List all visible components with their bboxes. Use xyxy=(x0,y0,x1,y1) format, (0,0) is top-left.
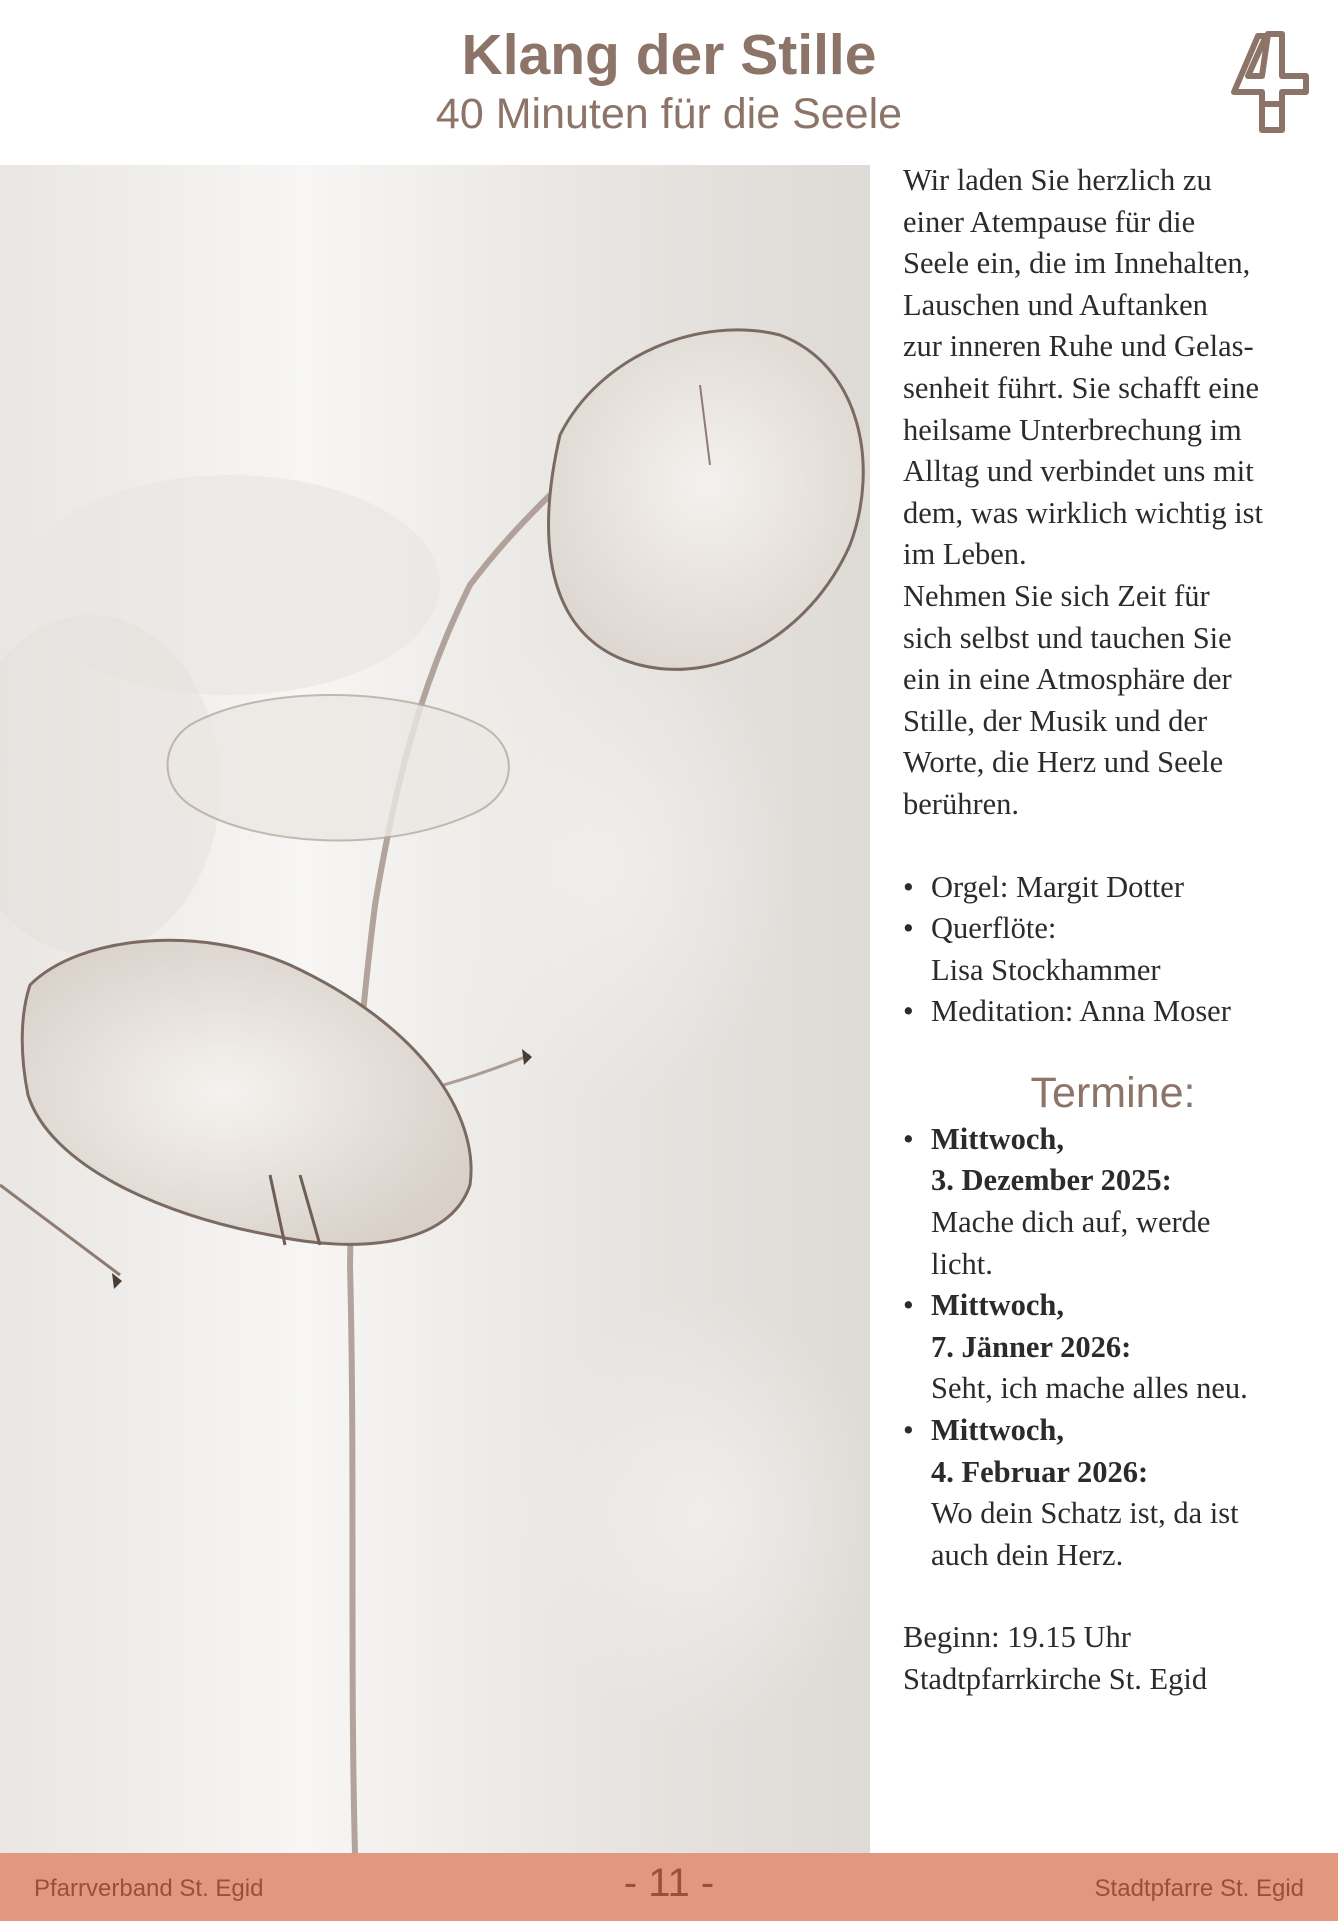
termin-theme: auch dein Herz. xyxy=(931,1537,1124,1572)
page-number: - 11 - xyxy=(623,1861,715,1905)
termin-date: 7. Jänner 2026: xyxy=(931,1329,1132,1364)
list-item xyxy=(903,1410,1323,1576)
intro-line: senheit führt. Sie schafft eine xyxy=(903,370,1260,405)
start-time: Beginn: 19.15 Uhr xyxy=(903,1620,1131,1655)
honesty-plant-photo xyxy=(0,165,870,1853)
intro-line: Nehmen Sie sich Zeit für xyxy=(903,578,1210,613)
list-item xyxy=(903,867,1323,909)
page-title: Klang der Stille xyxy=(461,23,877,87)
termin-theme: Mache dich auf, werde xyxy=(931,1205,1211,1240)
footer-left: Pfarrverband St. Egid xyxy=(34,1875,264,1902)
intro-line: ein in eine Atmosphäre der xyxy=(903,662,1232,697)
event-info xyxy=(903,1617,1323,1700)
termin-day: • Mittwoch, xyxy=(931,1413,1064,1448)
participant-line: Orgel: Margit Dotter xyxy=(931,869,1184,904)
intro-line: heilsame Unterbrechung im xyxy=(903,412,1242,447)
page-header xyxy=(0,0,1338,165)
intro-line: Alltag und verbindet uns mit xyxy=(903,454,1254,489)
page-subtitle: 40 Minuten für die Seele xyxy=(435,90,903,138)
intro-text xyxy=(903,160,1323,826)
termin-date: 4. Februar 2026: xyxy=(931,1454,1149,1489)
intro-line: Stille, der Musik und der xyxy=(903,703,1208,738)
termin-day: • Mittwoch, xyxy=(931,1288,1064,1323)
cross-four-logo-icon xyxy=(1228,30,1312,136)
intro-line: berühren. xyxy=(903,786,1020,821)
termin-day: • Mittwoch, xyxy=(931,1121,1064,1156)
participant-line: Meditation: Anna Moser xyxy=(931,994,1231,1029)
list-item xyxy=(903,908,1323,991)
text-column xyxy=(903,160,1323,1701)
page-footer xyxy=(0,1853,1338,1921)
intro-line: Worte, die Herz und Seele xyxy=(903,745,1224,780)
termin-theme: licht. xyxy=(931,1246,993,1281)
termin-theme: Seht, ich mache alles neu. xyxy=(931,1371,1248,1406)
venue: Stadtpfarrkirche St. Egid xyxy=(903,1662,1208,1696)
list-item xyxy=(903,1285,1323,1410)
participants-list xyxy=(903,867,1323,1033)
intro-line: Wir laden Sie herzlich zu xyxy=(903,163,1212,197)
intro-line: Seele ein, die im Innehalten, xyxy=(903,246,1251,281)
intro-line: zur inneren Ruhe und Gelas- xyxy=(903,329,1254,364)
termin-theme: Wo dein Schatz ist, da ist xyxy=(931,1496,1239,1531)
intro-line: sich selbst und tauchen Sie xyxy=(903,620,1232,655)
footer-right: Stadtpfarre St. Egid xyxy=(1094,1875,1304,1902)
intro-line: im Leben. xyxy=(903,537,1027,572)
intro-line: dem, was wirklich wichtig ist xyxy=(903,495,1264,530)
intro-line: Lauschen und Auftanken xyxy=(903,287,1208,322)
participant-line: Lisa Stockhammer xyxy=(931,952,1161,987)
termine-list xyxy=(903,1119,1323,1577)
list-item xyxy=(903,1119,1323,1285)
intro-line: einer Atempause für die xyxy=(903,204,1196,239)
termine-heading: Termine: xyxy=(1030,1068,1196,1117)
list-item xyxy=(903,991,1323,1033)
termin-date: 3. Dezember 2025: xyxy=(931,1163,1172,1198)
participant-line: Querflöte: xyxy=(931,911,1057,946)
